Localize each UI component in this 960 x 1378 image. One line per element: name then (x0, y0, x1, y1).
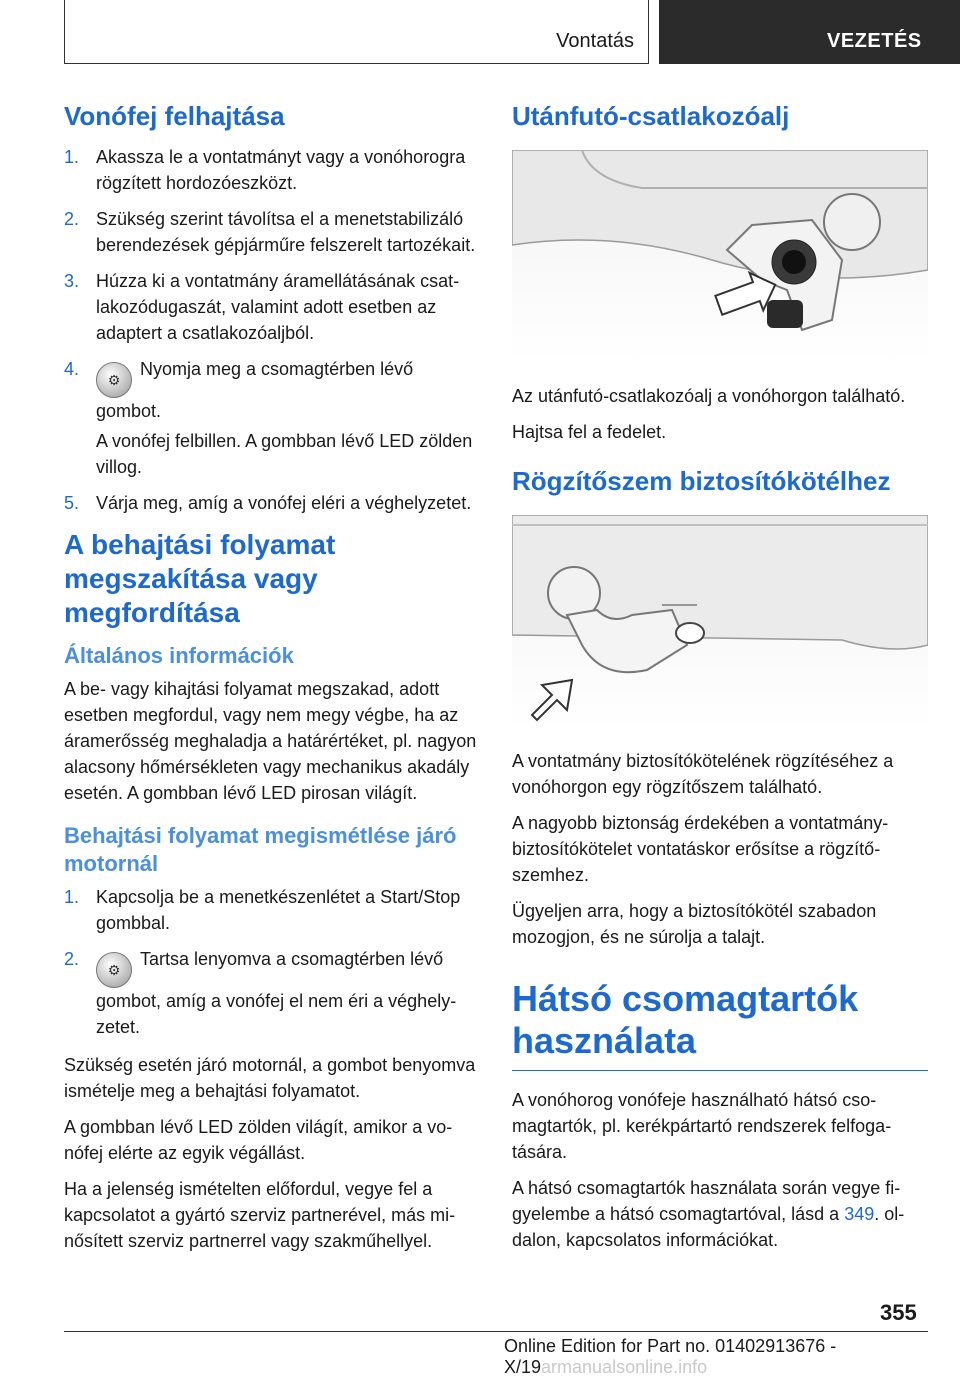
step-number: 2. (64, 209, 80, 229)
list-item (64, 206, 480, 258)
paragraph: Ha a jelenség ismételten előfordul, vegye fel a kapcsolatot a gyártó szerviz partnerével, más minősített szerviz partnerrel vagy szakműhellyel. (64, 1179, 456, 1251)
right-column (512, 100, 928, 1263)
header-section-box (64, 0, 649, 64)
heading-utanfuto-csatlakozoalj: Utánfutó-csatlakozóalj (512, 101, 790, 131)
paragraph: A nagyobb biztonság érdekében a vontatmánybiztosítókötelet vontatáskor erősítse a rögzítőszemhez. (512, 813, 889, 885)
page-number: 355 (880, 1300, 917, 1325)
page-reference-link[interactable]: 349 (844, 1204, 875, 1224)
towing-eye-illustration (512, 515, 928, 730)
paragraph: Hajtsa fel a fedelet. (512, 422, 667, 442)
steps-list-2 (64, 884, 480, 1040)
subheading-ismetles: Behajtási folyamat megismétlése járó motornál (64, 823, 457, 876)
paragraph: A vonóhorog vonófeje használható hátsó csomagtartók, pl. kerékpártartó rendszerek felfogatására. (512, 1090, 892, 1162)
header-section-title: Vontatás (556, 30, 634, 52)
list-item (64, 356, 480, 480)
heading-rule (512, 978, 928, 1071)
step-text: Várja meg, amíg a vonófej eléri a véghelyzetet. (96, 493, 472, 513)
paragraph-part: . oldalon, kapcsolatos információkat. (512, 1204, 905, 1250)
list-item (64, 946, 480, 1040)
step-text: Tartsa lenyomva a csomagtérben lévő gombot, amíg a vonófej el nem éri a véghelyzetet. (96, 949, 457, 1037)
list-item (64, 490, 480, 516)
step-text: Nyomja meg a csomagtérben lévő gombot. (96, 359, 414, 421)
paragraph: A vontatmány biztosítókötelének rögzítéséhez a vonóhorgon egy rögzítőszem található. (512, 751, 894, 797)
paragraph: Az utánfutó-csatlakozóalj a vonóhorgon található. (512, 386, 906, 406)
subheading-altalanos: Általános információk (64, 643, 294, 668)
towing-eye-drawing (512, 515, 928, 730)
trailer-socket-drawing (512, 150, 928, 365)
paragraph-with-link (512, 1175, 928, 1253)
footer-edition (504, 1336, 960, 1378)
paragraph: Szükség esetén járó motornál, a gombot benyomva ismételje meg a behajtási folyamatot. (64, 1055, 476, 1101)
step-number: 3. (64, 271, 80, 291)
header-chapter-title: VEZETÉS (827, 30, 922, 52)
left-column (64, 100, 480, 1264)
footer-watermark: armanualsonline.info (541, 1357, 708, 1377)
tow-hook-button-icon: ⚙ (96, 952, 132, 988)
step-text: Szükség szerint távolítsa el a menetstabilizáló berendezések gépjárműre felszerelt tartozékait. (96, 209, 476, 255)
list-item (64, 268, 480, 346)
heading-rogzitoszem: Rögzítőszem biztosítókötélhez (512, 466, 891, 496)
paragraph: Ügyeljen arra, hogy a biztosítókötél szabadon mozogjon, és ne súrolja a talajt. (512, 901, 877, 947)
step-note: A vonófej felbillen. A gombban lévő LED zölden villog. (96, 431, 473, 477)
footer-edition-text: Online Edition for Part no. 01402913676 - X/19 (504, 1336, 837, 1377)
footer-divider (64, 1331, 928, 1332)
paragraph: A be- vagy kihajtási folyamat megszakad, adott esetben megfordul, vagy nem megy végbe, ha az áramerősség meghaladja a határértéket, pl. nagyon alacsony hőmérsékleten vagy mechanikus akadály esetén. A gombban lévő LED pirosan világít. (64, 679, 477, 803)
list-item (64, 144, 480, 196)
step-text: Akassza le a vontatmányt vagy a vonóhorogra rögzített hordozóeszközt. (96, 147, 466, 193)
paragraph-part: A hátsó csomagtartók használata során vegye figyelembe a hátsó csomagtartóval, lásd a (512, 1178, 901, 1224)
step-text: Kapcsolja be a menetkészenlétet a Start/Stop gombbal. (96, 887, 461, 933)
step-number: 2. (64, 949, 80, 969)
heading-hatso-csomagtartok: Hátsó csomagtartók használata (512, 978, 859, 1061)
paragraph: A gombban lévő LED zölden világít, amikor a vonófej elérte az egyik végállást. (64, 1117, 453, 1163)
tow-hook-button-icon: ⚙ (96, 362, 132, 398)
steps-list-1 (64, 144, 480, 516)
trailer-socket-illustration (512, 150, 928, 365)
heading-behajtasi-folyamat: A behajtási folyamat megszakítása vagy megfordítása (64, 529, 336, 628)
step-number: 1. (64, 147, 80, 167)
step-number: 4. (64, 359, 80, 379)
step-number: 1. (64, 887, 80, 907)
header-chapter-tab (659, 0, 960, 64)
step-number: 5. (64, 493, 80, 513)
heading-vonofej-felhajtasa: Vonófej felhajtása (64, 101, 285, 131)
list-item (64, 884, 480, 936)
step-text: Húzza ki a vontatmány áramellátásának csatlakozódugaszát, valamint adott esetben az adaptert a csatlakozóaljból. (96, 271, 460, 343)
